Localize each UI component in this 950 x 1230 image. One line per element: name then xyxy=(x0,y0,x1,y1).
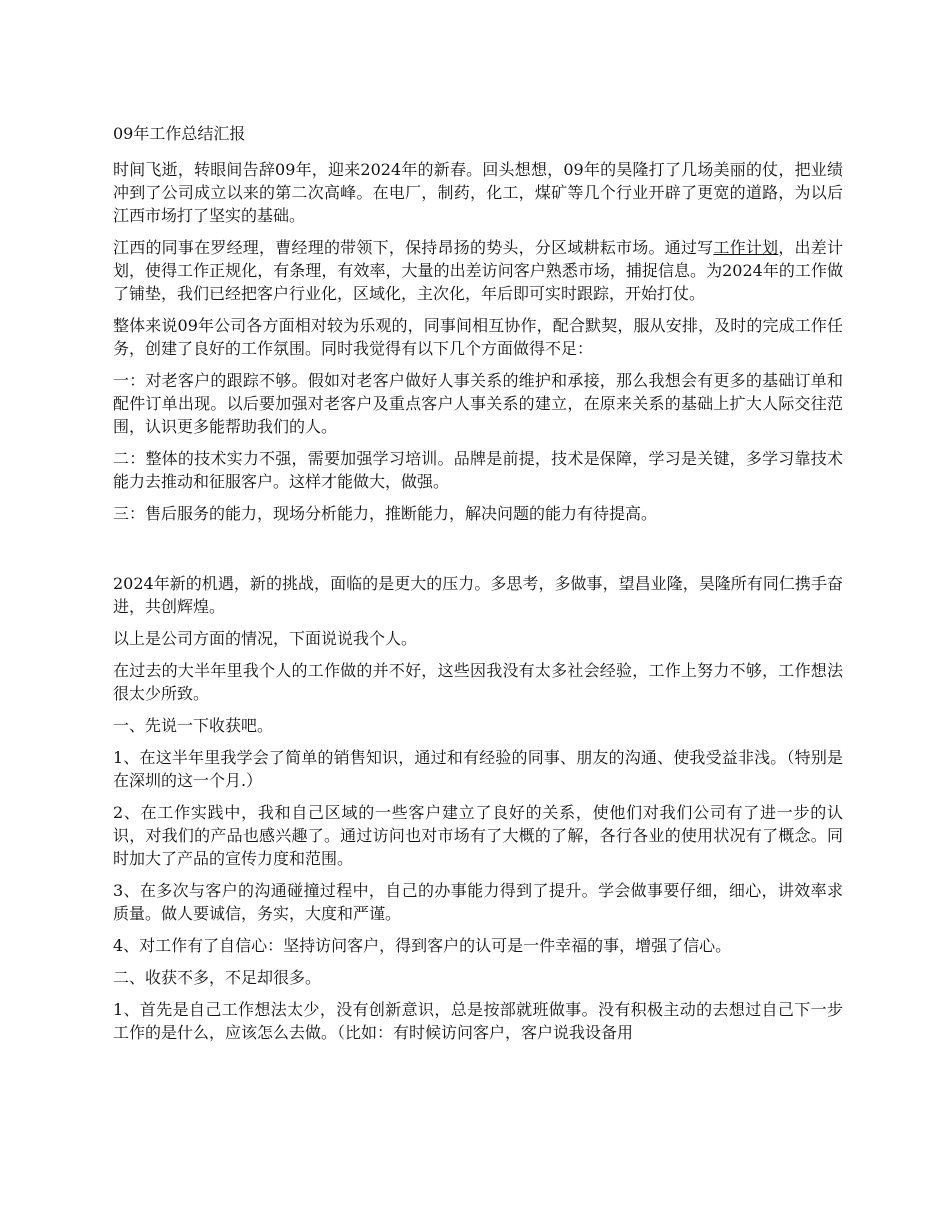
paragraph-shortcoming-2: 二：整体的技术实力不强，需要加强学习培训。品牌是前提，技术是保障，学习是关键，多学习靠技术能力去推动和征服客户。这样才能做大，做强。 xyxy=(113,449,843,491)
heading-shortcomings: 二、收获不多，不足却很多。 xyxy=(113,968,322,987)
list-item-gain-3: 3、在多次与客户的沟通碰撞过程中，自己的办事能力得到了提升。学会做事要仔细，细心，讲效率求质量。做人要诚信，务实，大度和严谨。 xyxy=(113,881,843,923)
paragraph-overall: 整体来说09年公司各方面相对较为乐观的，同事间相互协作，配合默契，服从安排，及时的完成工作任务，创建了良好的工作氛围。同时我觉得有以下几个方面做得不足： xyxy=(113,316,843,358)
list-item-gain-2: 2、在工作实践中，我和自己区域的一些客户建立了良好的关系，使他们对我们公司有了进一步的认识，对我们的产品也感兴趣了。通过访问也对市场有了大概的了解，各行各业的使用状况有了概念。同时加大了产品的宣传力度和范围。 xyxy=(113,803,843,868)
paragraph-transition: 以上是公司方面的情况，下面说说我个人。 xyxy=(113,629,418,648)
heading-gains: 一、先说一下收获吧。 xyxy=(113,716,274,735)
paragraph-shortcoming-1: 一：对老客户的跟踪不够。假如对老客户做好人事关系的维护和承接，那么我想会有更多的基础订单和配件订单出现。以后要加强对老客户及重点客户人事关系的建立，在原来关系的基础上扩大人际交往范围，认识更多能帮助我们的人。 xyxy=(113,371,843,436)
list-item-shortcoming-1: 1、首先是自己工作想法太少，没有创新意识，总是按部就班做事。没有积极主动的去想过自己下一步工作的是什么，应该怎么去做。（比如：有时候访问客户，客户说我设备用 xyxy=(113,1000,843,1042)
document-title: 09年工作总结汇报 xyxy=(113,124,246,143)
blank-line xyxy=(113,534,843,572)
paragraph-intro: 时间飞逝，转眼间告辞09年，迎来2024年的新春。回头想想，09年的昊隆打了几场美丽的仗，把业绩冲到了公司成立以来的第二次高峰。在电厂，制药，化工，煤矿等几个行业开辟了更宽的道路，为以后江西市场打了坚实的基础。 xyxy=(113,160,843,225)
list-item-gain-4: 4、对工作有了自信心：坚持访问客户，得到客户的认可是一件幸福的事，增强了信心。 xyxy=(113,936,732,955)
paragraph-jiangxi-text-start: 江西的同事在罗经理，曹经理的带领下，保持昂扬的势头，分区域耕耘市场。通过写 xyxy=(113,238,714,257)
document-body xyxy=(113,122,843,1053)
paragraph-2024-outlook: 2024年新的机遇，新的挑战，面临的是更大的压力。多思考，多做事，望昌业隆，昊隆所有同仁携手奋进，共创辉煌。 xyxy=(113,574,843,616)
paragraph-jiangxi xyxy=(113,236,843,305)
paragraph-personal-review: 在过去的大半年里我个人的工作做的并不好，这些因我没有太多社会经验，工作上努力不够，工作想法很太少所致。 xyxy=(113,661,843,703)
paragraph-jiangxi-text-end: ，出差计划，使得工作正规化，有条理，有效率，大量的出差访问客户熟悉市场，捕捉信息。为2024年的工作做了铺垫，我们已经把客户行业化，区域化，主次化，年后即可实时跟踪，开始打仗。 xyxy=(113,238,843,303)
list-item-gain-1: 1、在这半年里我学会了简单的销售知识，通过和有经验的同事、朋友的沟通、使我受益非浅。（特别是在深圳的这一个月.） xyxy=(113,748,843,790)
work-plan-link[interactable]: 工作计划 xyxy=(713,238,779,257)
paragraph-shortcoming-3: 三：售后服务的能力，现场分析能力，推断能力，解决问题的能力有待提高。 xyxy=(113,504,658,523)
